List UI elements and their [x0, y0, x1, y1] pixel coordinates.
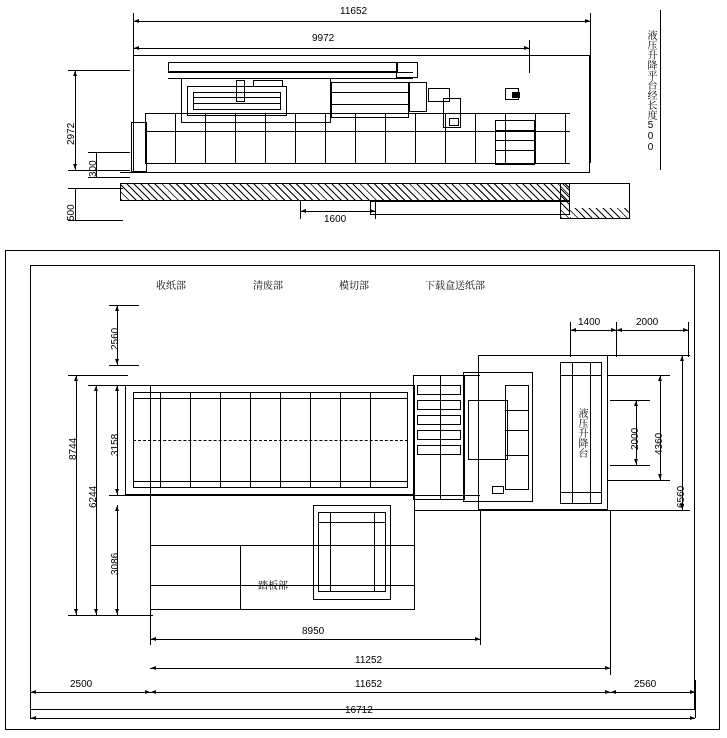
arrow-up-6244 — [94, 386, 98, 391]
rail-post-6 — [295, 113, 296, 163]
dim-4360: 4360 — [654, 432, 665, 455]
arrow-down-2000v — [634, 459, 638, 464]
dim-2972: 2972 — [66, 122, 77, 145]
dim-2000-h: 2000 — [636, 317, 659, 328]
plan-lift-hline-2 — [560, 492, 602, 493]
rail-post-12 — [475, 113, 476, 163]
arrow-left-11252 — [151, 666, 156, 670]
dim-1400: 1400 — [578, 317, 601, 328]
ext-2560-bot — [109, 365, 139, 366]
arrow-left-11652 — [134, 19, 139, 23]
dim-line-2500 — [30, 692, 150, 693]
foundation-right-hatch-2 — [570, 208, 629, 218]
plan-lift-line-1 — [572, 362, 573, 504]
stair-right — [495, 120, 535, 165]
plan-diecut-bar-4 — [417, 430, 461, 440]
ext-bot-2972 — [68, 170, 130, 171]
plan-diecut-bar-1 — [417, 385, 461, 395]
ext-8744-bot — [68, 615, 153, 616]
dim-6244: 6244 — [88, 485, 99, 508]
plan-top-right-edge — [415, 375, 480, 376]
dim-6560: 6560 — [676, 485, 687, 508]
arrow-left-1400 — [571, 328, 576, 332]
dim-9972: 9972 — [312, 33, 335, 44]
elev-center-line-2 — [331, 104, 409, 105]
arrow-right-11652 — [585, 19, 590, 23]
rail-post-8 — [355, 113, 356, 163]
dim-11652-top: 11652 — [340, 6, 368, 17]
ext-2500-l — [30, 680, 31, 718]
arrow-right-2500 — [145, 690, 150, 694]
stair-left — [131, 122, 147, 172]
arrow-left-2560r — [611, 690, 616, 694]
plan-machine-hline-1 — [133, 398, 408, 399]
label-lift-platform-plan: 液压升降台 — [576, 408, 587, 458]
lift-label-leader — [660, 10, 661, 170]
plan-lift-hline-1 — [560, 375, 602, 376]
plan-diecut-bar-3 — [417, 415, 461, 425]
plan-pedal-l2 — [374, 512, 375, 592]
dim-2000-v: 2000 — [630, 427, 641, 450]
ext-right-1600 — [375, 201, 376, 219]
plan-bottom-right-edge — [415, 510, 610, 511]
ext-2000-top — [610, 400, 650, 401]
arrow-down-2560-top — [115, 359, 119, 364]
plan-long-edge — [150, 495, 480, 496]
ext-top-300 — [88, 152, 130, 153]
dim-1600: 1600 — [324, 214, 347, 225]
section-label-0: 收纸部 — [156, 281, 186, 292]
plan-diecut-bar-2 — [417, 400, 461, 410]
foundation-hatch — [121, 184, 569, 200]
dim-8950: 8950 — [302, 626, 325, 637]
rail-post-3 — [205, 113, 206, 163]
arrow-left-11652p — [151, 690, 156, 694]
dim-500: 500 — [66, 204, 77, 221]
rail-post-4 — [235, 113, 236, 163]
elev-right-dot — [512, 92, 520, 98]
arrow-up-6560 — [680, 356, 684, 361]
ext-8950-r — [480, 510, 481, 645]
elev-feeder-block — [409, 82, 427, 112]
arrow-right-1600 — [370, 209, 375, 213]
rail-top — [145, 113, 570, 114]
arrow-up-3158 — [115, 386, 119, 391]
arrow-down-3158 — [115, 489, 119, 494]
plan-machine-hline-2 — [133, 481, 408, 482]
arrow-left-1600 — [301, 209, 306, 213]
plan-lift-line-2 — [590, 362, 591, 504]
arrow-right-2560r — [690, 690, 695, 694]
arrow-down-4360 — [658, 474, 662, 479]
ext-2000-bot — [610, 465, 650, 466]
dim-line-8744 — [76, 375, 77, 615]
arrow-right-2000h — [683, 328, 688, 332]
arrow-up-2000v — [634, 401, 638, 406]
rail-post-11 — [445, 113, 446, 163]
stair-right-step-1 — [495, 130, 535, 131]
elev-center-line-1 — [331, 92, 409, 93]
elev-top-band — [168, 62, 398, 72]
stair-right-step-2 — [495, 140, 535, 141]
arrow-left-2000h — [617, 328, 622, 332]
ext-2560r-r — [695, 680, 696, 718]
plan-pedal-inner — [318, 512, 386, 592]
dim-300: 300 — [88, 160, 99, 177]
dim-line-9972 — [133, 48, 529, 49]
dim-2560-right: 2560 — [634, 679, 657, 690]
section-label-2: 模切部 — [339, 281, 369, 292]
dim-line-11652-plan — [150, 692, 610, 693]
arrow-up-3086 — [115, 506, 119, 511]
ext-top-2972 — [68, 70, 130, 71]
arrow-right-8950 — [475, 637, 480, 641]
rail-post-14 — [535, 113, 536, 163]
dim-8744: 8744 — [68, 437, 79, 460]
ext-6560-top — [606, 355, 690, 356]
dim-line-2972 — [75, 70, 76, 170]
rail-post-5 — [265, 113, 266, 163]
ext-2000h-r — [688, 322, 689, 357]
dim-line-2000-h — [616, 330, 688, 331]
arrow-down-2972 — [73, 164, 77, 169]
arrow-down-3086 — [115, 609, 119, 614]
plan-centerline — [133, 440, 408, 441]
dim-line-16712 — [30, 718, 695, 719]
ext-4360-bot — [608, 480, 670, 481]
dim-2500: 2500 — [70, 679, 93, 690]
foundation-step — [370, 201, 570, 215]
stair-right-step-3 — [495, 150, 535, 151]
elev-feeder-top — [396, 62, 418, 78]
arrow-left-8950 — [151, 637, 156, 641]
arrow-down-8744 — [74, 609, 78, 614]
ext-top-500 — [68, 188, 123, 189]
dim-line-8950 — [150, 639, 480, 640]
plan-pedal-hline — [150, 545, 415, 546]
dim-line-2560-r — [610, 692, 695, 693]
elev-inner-line-2 — [193, 103, 281, 104]
section-label-1: 清废部 — [253, 281, 283, 292]
arrow-left-9972 — [134, 46, 139, 50]
arrow-up-4360 — [658, 376, 662, 381]
section-label-4: 踏板部 — [258, 581, 288, 592]
arrow-left-16712 — [31, 716, 36, 720]
dim-line-11652-top — [133, 21, 590, 22]
plan-left-edge — [150, 385, 151, 610]
elev-small-cap — [253, 80, 283, 87]
dim-line-4360 — [660, 375, 661, 480]
arrow-up-8744 — [74, 376, 78, 381]
plan-diecut-bar-5 — [417, 445, 461, 455]
elev-vert-tag — [236, 80, 245, 102]
dim-3086: 3086 — [110, 552, 121, 575]
dim-line-1600 — [300, 211, 375, 212]
dim-11252: 11252 — [355, 655, 383, 666]
arrow-right-16712 — [690, 716, 695, 720]
elev-feeder-detail — [449, 118, 459, 126]
ext-2560-top — [109, 305, 139, 306]
arrow-right-11252 — [605, 666, 610, 670]
dim-2560-top: 2560 — [110, 327, 121, 350]
label-lift-platform: 液压升降平台经长度500 — [645, 30, 656, 153]
plan-pedal-h1 — [318, 522, 386, 523]
section-label-3: 下载盒送纸部 — [425, 281, 485, 292]
dim-3158: 3158 — [110, 433, 121, 456]
dim-line-1400 — [570, 330, 616, 331]
arrow-up-2560-top — [115, 306, 119, 311]
arrow-left-2500 — [31, 690, 36, 694]
plan-pedal-l1 — [330, 512, 331, 592]
arrow-down-6244 — [94, 609, 98, 614]
rail-post-7 — [325, 113, 326, 163]
plan-diecut-center — [440, 375, 441, 500]
dim-11652-plan: 11652 — [355, 679, 383, 690]
elev-band-line — [168, 72, 413, 73]
arrow-up-2972 — [73, 71, 77, 76]
dim-16712: 16712 — [345, 705, 373, 716]
arrow-right-9972 — [524, 46, 529, 50]
rail-post-2 — [175, 113, 176, 163]
ext-11252-r — [610, 510, 611, 675]
rail-post-10 — [415, 113, 416, 163]
ext-3158-bot — [109, 495, 154, 496]
plan-pedal-vline — [240, 545, 241, 610]
ext-bot-300 — [88, 177, 130, 178]
deck-bottom — [120, 172, 570, 173]
rail-post-9 — [385, 113, 386, 163]
dim-line-11252 — [150, 668, 610, 669]
ext-line-right-11652 — [590, 13, 591, 163]
ext-6560-bot — [606, 510, 690, 511]
rail-post-15 — [565, 113, 566, 163]
